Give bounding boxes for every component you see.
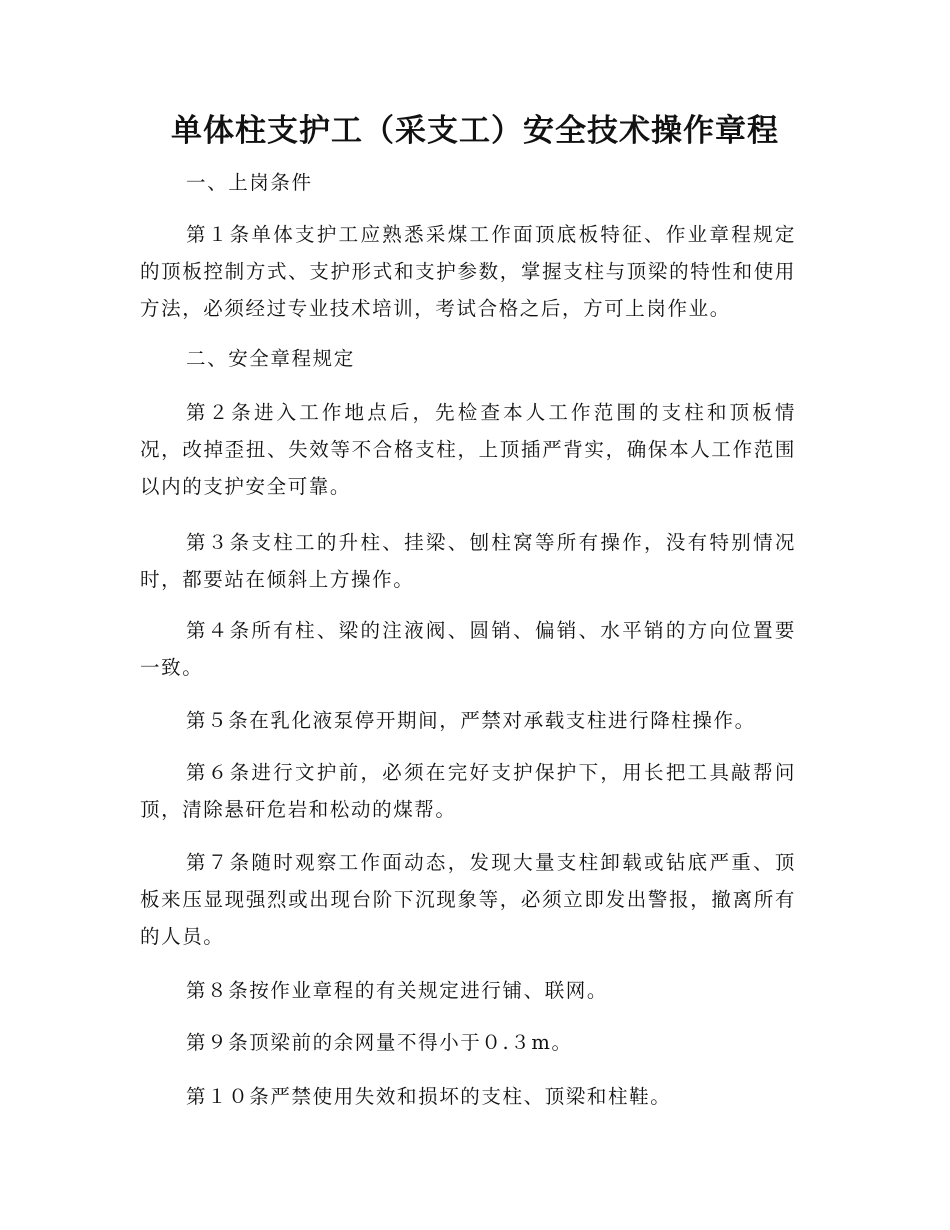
section-heading: 二、安全章程规定 — [186, 347, 355, 370]
article-paragraph: 第４条所有柱、梁的注液阀、圆销、偏销、水平销的方向位置要一致。 — [140, 619, 796, 679]
article-paragraph: 第５条在乳化液泵停开期间，严禁对承载支柱进行降柱操作。 — [186, 709, 756, 732]
article-paragraph: 第８条按作业章程的有关规定进行铺、联网。 — [186, 979, 609, 1002]
document-title: 单体柱支护工（采支工）安全技术操作章程 — [171, 113, 779, 149]
article-paragraph: 第１条单体支护工应熟悉采煤工作面顶底板特征、作业章程规定的顶板控制方式、支护形式和支护参数，掌握支柱与顶梁的特性和使用方法，必须经过专业技术培训，考试合格之后，方可上岗作业。 — [140, 223, 796, 320]
article-paragraph: 第２条进入工作地点后，先检查本人工作范围的支柱和顶板情况，改掉歪扭、失效等不合格支柱，上顶插严背实，确保本人工作范围以内的支护安全可靠。 — [140, 401, 796, 498]
article-paragraph: 第３条支柱工的升柱、挂梁、刨柱窝等所有操作，没有特别情况时，都要站在倾斜上方操作。 — [140, 531, 796, 591]
article-paragraph: 第６条进行文护前，必须在完好支护保护下，用长把工具敲帮问顶，清除悬矸危岩和松动的煤帮。 — [140, 761, 796, 821]
article-paragraph: 第９条顶梁前的余网量不得小于０.３m。 — [186, 1031, 573, 1054]
article-paragraph: 第７条随时观察工作面动态，发现大量支柱卸载或钻底严重、顶板来压显现强烈或出现台阶下沉现象等，必须立即发出警报，撤离所有的人员。 — [140, 851, 796, 948]
article-paragraph: 第１０条严禁使用失效和损坏的支柱、顶梁和柱鞋。 — [186, 1085, 672, 1108]
section-heading: 一、上岗条件 — [186, 171, 313, 194]
